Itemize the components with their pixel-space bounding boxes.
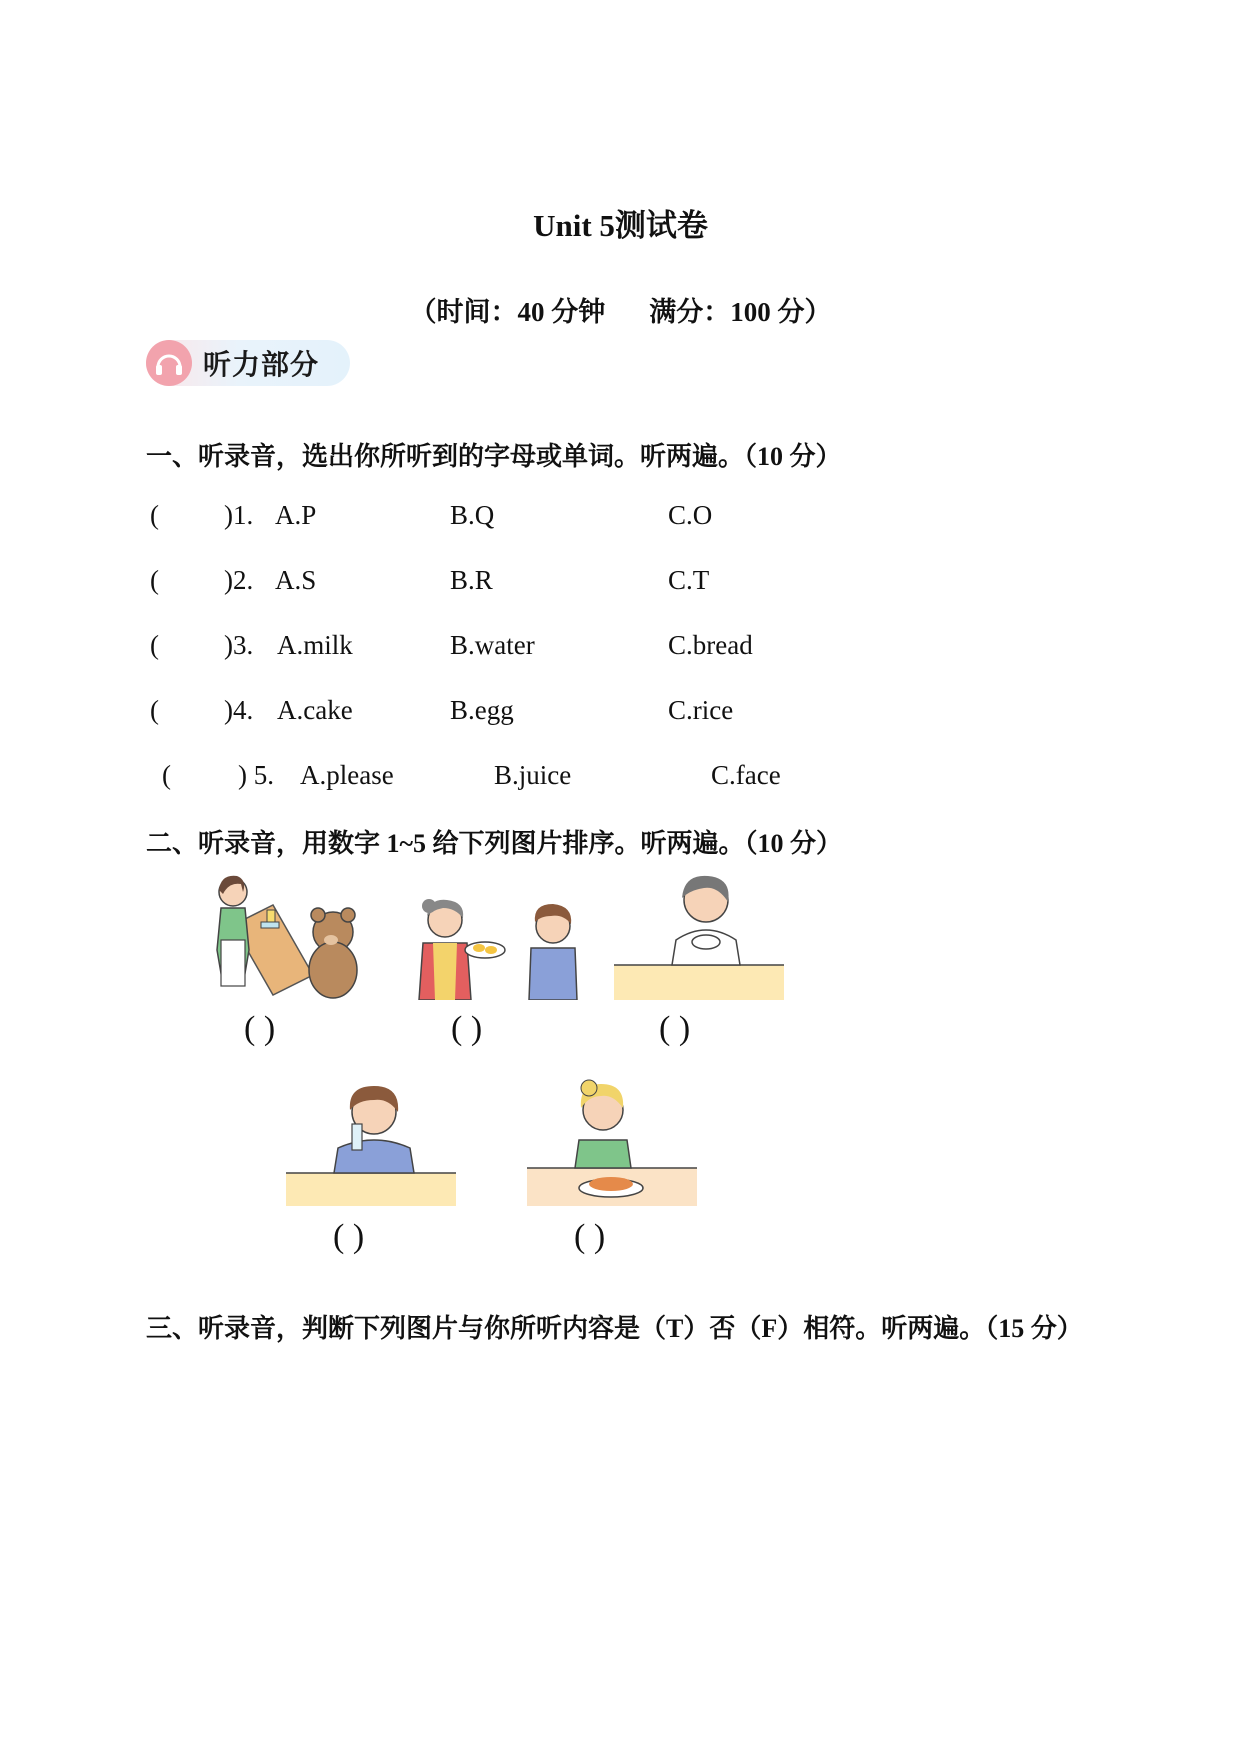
exam-info bbox=[0, 290, 1241, 329]
answer-paren: ( bbox=[150, 630, 159, 660]
question-number: ) 5. bbox=[238, 760, 274, 790]
page-title: Unit 5测试卷 bbox=[533, 208, 708, 243]
option-a: A.cake bbox=[277, 695, 353, 725]
answer-paren: ( bbox=[150, 500, 159, 530]
option-b: B.Q bbox=[450, 500, 495, 530]
picture-girl-fish bbox=[527, 1078, 697, 1206]
question-number: )4. bbox=[224, 695, 254, 725]
option-c: C.bread bbox=[668, 630, 753, 660]
option-a: A.please bbox=[300, 760, 394, 790]
answer-paren: ( bbox=[162, 760, 171, 790]
question-number: )1. bbox=[224, 500, 254, 530]
picture-boy-water bbox=[286, 1078, 456, 1206]
option-b: B.egg bbox=[450, 695, 514, 725]
option-b: B.juice bbox=[494, 760, 572, 790]
option-c: C.T bbox=[668, 565, 710, 595]
option-a: A.milk bbox=[277, 630, 353, 660]
section-label: 听力部分 bbox=[203, 348, 320, 381]
part3-heading: 三、听录音，判断下列图片与你所听内容是（T）否（F）相符。听两遍。（15 分） bbox=[146, 1314, 1083, 1343]
question-row bbox=[0, 760, 1241, 794]
option-c: C.face bbox=[711, 760, 781, 790]
part2-heading: 二、听录音，用数字 1~5 给下列图片排序。听两遍。（10 分） bbox=[146, 829, 843, 858]
time-limit: （时间：40 分钟 bbox=[409, 297, 606, 327]
option-a: A.P bbox=[275, 500, 317, 530]
option-a: A.S bbox=[275, 565, 317, 595]
answer-blank[interactable]: ( ) bbox=[574, 1218, 606, 1255]
question-row bbox=[0, 630, 1241, 664]
question-row bbox=[0, 695, 1241, 729]
answer-paren: ( bbox=[150, 695, 159, 725]
answer-paren: ( bbox=[150, 565, 159, 595]
option-b: B.R bbox=[450, 565, 493, 595]
answer-blank[interactable]: ( ) bbox=[333, 1218, 365, 1255]
full-score: 满分：100 分） bbox=[649, 297, 832, 327]
headphones-icon bbox=[146, 340, 192, 386]
answer-blank[interactable]: ( ) bbox=[451, 1010, 483, 1047]
question-number: )2. bbox=[224, 565, 254, 595]
picture-waitress-bear bbox=[203, 870, 371, 1000]
question-row bbox=[0, 500, 1241, 534]
picture-boy-rice bbox=[614, 870, 784, 1000]
picture-grandma-boy bbox=[405, 888, 580, 1000]
question-row bbox=[0, 565, 1241, 599]
question-number: )3. bbox=[224, 630, 254, 660]
option-c: C.rice bbox=[668, 695, 734, 725]
answer-blank[interactable]: ( ) bbox=[244, 1010, 276, 1047]
option-b: B.water bbox=[450, 630, 535, 660]
option-c: C.O bbox=[668, 500, 713, 530]
part1-heading: 一、听录音，选出你所听到的字母或单词。听两遍。（10 分） bbox=[146, 442, 842, 471]
answer-blank[interactable]: ( ) bbox=[659, 1010, 691, 1047]
